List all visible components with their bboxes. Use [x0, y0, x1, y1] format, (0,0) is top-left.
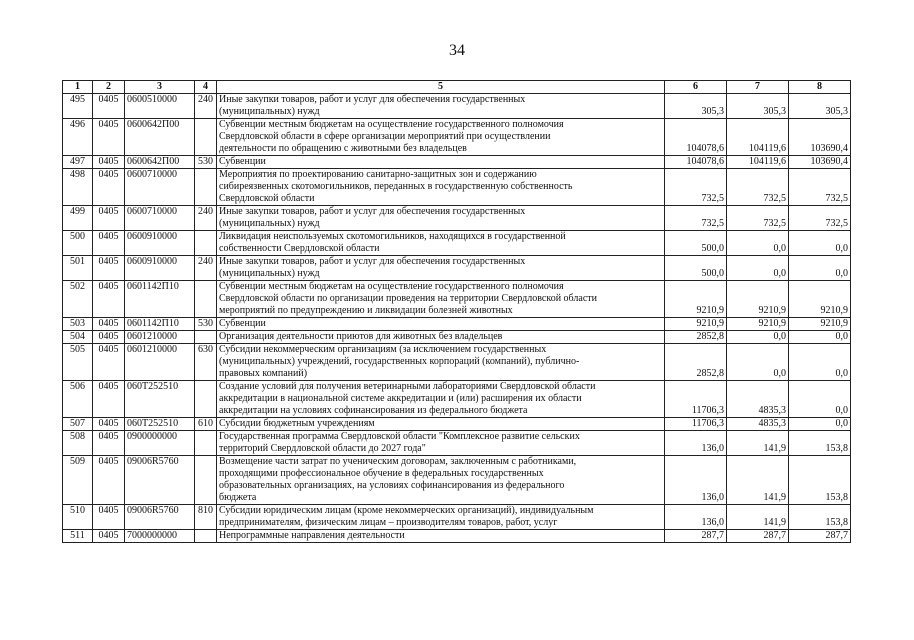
table-row	[63, 119, 851, 156]
expense-type-cell	[195, 530, 217, 543]
target-article-cell: 0601210000	[125, 331, 195, 344]
row-number-cell: 496	[63, 119, 93, 156]
row-number-cell: 498	[63, 169, 93, 206]
column-header: 5	[217, 81, 665, 94]
column-header: 4	[195, 81, 217, 94]
amount-col6-cell: 104078,6	[665, 156, 727, 169]
table-row	[63, 381, 851, 418]
table-row	[63, 344, 851, 381]
target-article-cell: 09006R5760	[125, 505, 195, 530]
expense-type-cell: 240	[195, 94, 217, 119]
section-code-cell: 0405	[93, 418, 125, 431]
item-name-cell: Субвенции местным бюджетам на осуществление государственного полномочия Свердловской области по организации проведения на территории Свердловской области мероприятий по предупреждению и ликвидации болезней животных	[217, 281, 665, 318]
table-row	[63, 169, 851, 206]
row-number-cell: 501	[63, 256, 93, 281]
amount-col6-cell: 136,0	[665, 456, 727, 505]
row-number-cell: 509	[63, 456, 93, 505]
amount-col7-cell: 104119,6	[727, 156, 789, 169]
item-name-cell: Мероприятия по проектированию санитарно-защитных зон и содержанию сибиреязвенных скотомогильников, переданных в государственную собственность Свердловской области	[217, 169, 665, 206]
amount-col7-cell: 141,9	[727, 456, 789, 505]
amount-col8-cell: 153,8	[789, 431, 851, 456]
expense-type-cell	[195, 169, 217, 206]
item-name-cell: Возмещение части затрат по ученическим договорам, заключенным с работниками, проходящими профессиональное обучение в федеральных государственных образовательных организациях, на условиях софинансирования из федерального бюджета	[217, 456, 665, 505]
amount-col6-cell: 11706,3	[665, 381, 727, 418]
budget-table	[62, 80, 851, 543]
amount-col6-cell: 2852,8	[665, 331, 727, 344]
expense-type-cell	[195, 431, 217, 456]
amount-col6-cell: 9210,9	[665, 281, 727, 318]
section-code-cell: 0405	[93, 318, 125, 331]
section-code-cell: 0405	[93, 231, 125, 256]
column-header: 3	[125, 81, 195, 94]
item-name-cell: Субсидии юридическим лицам (кроме некоммерческих организаций), индивидуальным предпринимателям, физическим лицам – производителям товаров, работ, услуг	[217, 505, 665, 530]
section-code-cell: 0405	[93, 256, 125, 281]
item-name-cell: Создание условий для получения ветеринарными лабораториями Свердловской области аккредитации в национальной системе аккредитации и (или) расширения их области аккредитации на условиях софинансирования из федерального бюджета	[217, 381, 665, 418]
expense-type-cell	[195, 331, 217, 344]
amount-col7-cell: 9210,9	[727, 281, 789, 318]
target-article-cell: 060Т252510	[125, 381, 195, 418]
row-number-cell: 510	[63, 505, 93, 530]
amount-col7-cell: 287,7	[727, 530, 789, 543]
item-name-cell: Субсидии некоммерческим организациям (за исключением государственных (муниципальных) учреждений, государственных корпораций (компаний), публично- правовых компаний)	[217, 344, 665, 381]
row-number-cell: 497	[63, 156, 93, 169]
amount-col8-cell: 0,0	[789, 381, 851, 418]
expense-type-cell	[195, 119, 217, 156]
table-row	[63, 256, 851, 281]
target-article-cell: 0600710000	[125, 169, 195, 206]
target-article-cell: 0600642П00	[125, 119, 195, 156]
amount-col6-cell: 136,0	[665, 505, 727, 530]
page-number: 34	[449, 42, 465, 59]
section-code-cell: 0405	[93, 505, 125, 530]
amount-col6-cell: 9210,9	[665, 318, 727, 331]
table-row	[63, 505, 851, 530]
section-code-cell: 0405	[93, 119, 125, 156]
target-article-cell: 0900000000	[125, 431, 195, 456]
row-number-cell: 500	[63, 231, 93, 256]
table-row	[63, 331, 851, 344]
table-row	[63, 318, 851, 331]
amount-col8-cell: 732,5	[789, 206, 851, 231]
header-row	[63, 81, 851, 94]
amount-col7-cell: 104119,6	[727, 119, 789, 156]
table-row	[63, 418, 851, 431]
section-code-cell: 0405	[93, 94, 125, 119]
amount-col8-cell: 103690,4	[789, 156, 851, 169]
item-name-cell: Иные закупки товаров, работ и услуг для обеспечения государственных (муниципальных) нужд	[217, 256, 665, 281]
target-article-cell: 7000000000	[125, 530, 195, 543]
table-row	[63, 530, 851, 543]
amount-col8-cell: 153,8	[789, 456, 851, 505]
expense-type-cell	[195, 456, 217, 505]
amount-col7-cell: 0,0	[727, 231, 789, 256]
amount-col7-cell: 141,9	[727, 431, 789, 456]
section-code-cell: 0405	[93, 169, 125, 206]
amount-col8-cell: 9210,9	[789, 281, 851, 318]
expense-type-cell: 630	[195, 344, 217, 381]
amount-col8-cell: 153,8	[789, 505, 851, 530]
table-row	[63, 281, 851, 318]
target-article-cell: 0601142П10	[125, 281, 195, 318]
item-name-cell: Субсидии бюджетным учреждениям	[217, 418, 665, 431]
section-code-cell: 0405	[93, 530, 125, 543]
row-number-cell: 495	[63, 94, 93, 119]
amount-col8-cell: 0,0	[789, 256, 851, 281]
expense-type-cell: 240	[195, 206, 217, 231]
target-article-cell: 060Т252510	[125, 418, 195, 431]
target-article-cell: 0601210000	[125, 344, 195, 381]
table-row	[63, 206, 851, 231]
amount-col8-cell: 0,0	[789, 331, 851, 344]
item-name-cell: Ликвидация неиспользуемых скотомогильников, находящихся в государственной собственности Свердловской области	[217, 231, 665, 256]
amount-col7-cell: 4835,3	[727, 418, 789, 431]
amount-col6-cell: 2852,8	[665, 344, 727, 381]
amount-col8-cell: 287,7	[789, 530, 851, 543]
section-code-cell: 0405	[93, 456, 125, 505]
amount-col8-cell: 0,0	[789, 344, 851, 381]
target-article-cell: 0601142П10	[125, 318, 195, 331]
section-code-cell: 0405	[93, 331, 125, 344]
row-number-cell: 503	[63, 318, 93, 331]
amount-col7-cell: 732,5	[727, 169, 789, 206]
target-article-cell: 0600510000	[125, 94, 195, 119]
amount-col7-cell: 305,3	[727, 94, 789, 119]
expense-type-cell	[195, 281, 217, 318]
row-number-cell: 508	[63, 431, 93, 456]
amount-col8-cell: 305,3	[789, 94, 851, 119]
amount-col6-cell: 305,3	[665, 94, 727, 119]
section-code-cell: 0405	[93, 431, 125, 456]
column-header: 8	[789, 81, 851, 94]
amount-col7-cell: 732,5	[727, 206, 789, 231]
row-number-cell: 502	[63, 281, 93, 318]
amount-col8-cell: 0,0	[789, 418, 851, 431]
item-name-cell: Иные закупки товаров, работ и услуг для обеспечения государственных (муниципальных) нужд	[217, 94, 665, 119]
target-article-cell: 0600710000	[125, 206, 195, 231]
item-name-cell: Непрограммные направления деятельности	[217, 530, 665, 543]
table-row	[63, 431, 851, 456]
expense-type-cell: 530	[195, 156, 217, 169]
amount-col7-cell: 4835,3	[727, 381, 789, 418]
column-header: 1	[63, 81, 93, 94]
expense-type-cell: 240	[195, 256, 217, 281]
section-code-cell: 0405	[93, 344, 125, 381]
amount-col8-cell: 103690,4	[789, 119, 851, 156]
table-row	[63, 156, 851, 169]
item-name-cell: Государственная программа Свердловской области "Комплексное развитие сельских территорий Свердловской области до 2027 года"	[217, 431, 665, 456]
column-header: 7	[727, 81, 789, 94]
item-name-cell: Субвенции	[217, 318, 665, 331]
amount-col6-cell: 732,5	[665, 206, 727, 231]
expense-type-cell	[195, 231, 217, 256]
amount-col7-cell: 9210,9	[727, 318, 789, 331]
section-code-cell: 0405	[93, 281, 125, 318]
amount-col6-cell: 500,0	[665, 256, 727, 281]
amount-col6-cell: 500,0	[665, 231, 727, 256]
item-name-cell: Иные закупки товаров, работ и услуг для обеспечения государственных (муниципальных) нужд	[217, 206, 665, 231]
section-code-cell: 0405	[93, 206, 125, 231]
table-row	[63, 231, 851, 256]
table-row	[63, 456, 851, 505]
target-article-cell: 09006R5760	[125, 456, 195, 505]
section-code-cell: 0405	[93, 381, 125, 418]
target-article-cell: 0600910000	[125, 256, 195, 281]
amount-col7-cell: 141,9	[727, 505, 789, 530]
row-number-cell: 504	[63, 331, 93, 344]
row-number-cell: 506	[63, 381, 93, 418]
expense-type-cell	[195, 381, 217, 418]
amount-col6-cell: 732,5	[665, 169, 727, 206]
item-name-cell: Организация деятельности приютов для животных без владельцев	[217, 331, 665, 344]
section-code-cell: 0405	[93, 156, 125, 169]
amount-col7-cell: 0,0	[727, 256, 789, 281]
row-number-cell: 499	[63, 206, 93, 231]
target-article-cell: 0600642П00	[125, 156, 195, 169]
row-number-cell: 511	[63, 530, 93, 543]
amount-col6-cell: 287,7	[665, 530, 727, 543]
row-number-cell: 507	[63, 418, 93, 431]
amount-col8-cell: 732,5	[789, 169, 851, 206]
amount-col8-cell: 9210,9	[789, 318, 851, 331]
amount-col7-cell: 0,0	[727, 344, 789, 381]
column-header: 2	[93, 81, 125, 94]
column-header: 6	[665, 81, 727, 94]
amount-col6-cell: 136,0	[665, 431, 727, 456]
item-name-cell: Субвенции местным бюджетам на осуществление государственного полномочия Свердловской области в сфере организации мероприятий при осуществлении деятельности по обращению с животными без владельцев	[217, 119, 665, 156]
table-row	[63, 94, 851, 119]
table-body	[63, 94, 851, 543]
amount-col8-cell: 0,0	[789, 231, 851, 256]
expense-type-cell: 610	[195, 418, 217, 431]
row-number-cell: 505	[63, 344, 93, 381]
amount-col6-cell: 11706,3	[665, 418, 727, 431]
expense-type-cell: 810	[195, 505, 217, 530]
target-article-cell: 0600910000	[125, 231, 195, 256]
amount-col6-cell: 104078,6	[665, 119, 727, 156]
item-name-cell: Субвенции	[217, 156, 665, 169]
amount-col7-cell: 0,0	[727, 331, 789, 344]
expense-type-cell: 530	[195, 318, 217, 331]
